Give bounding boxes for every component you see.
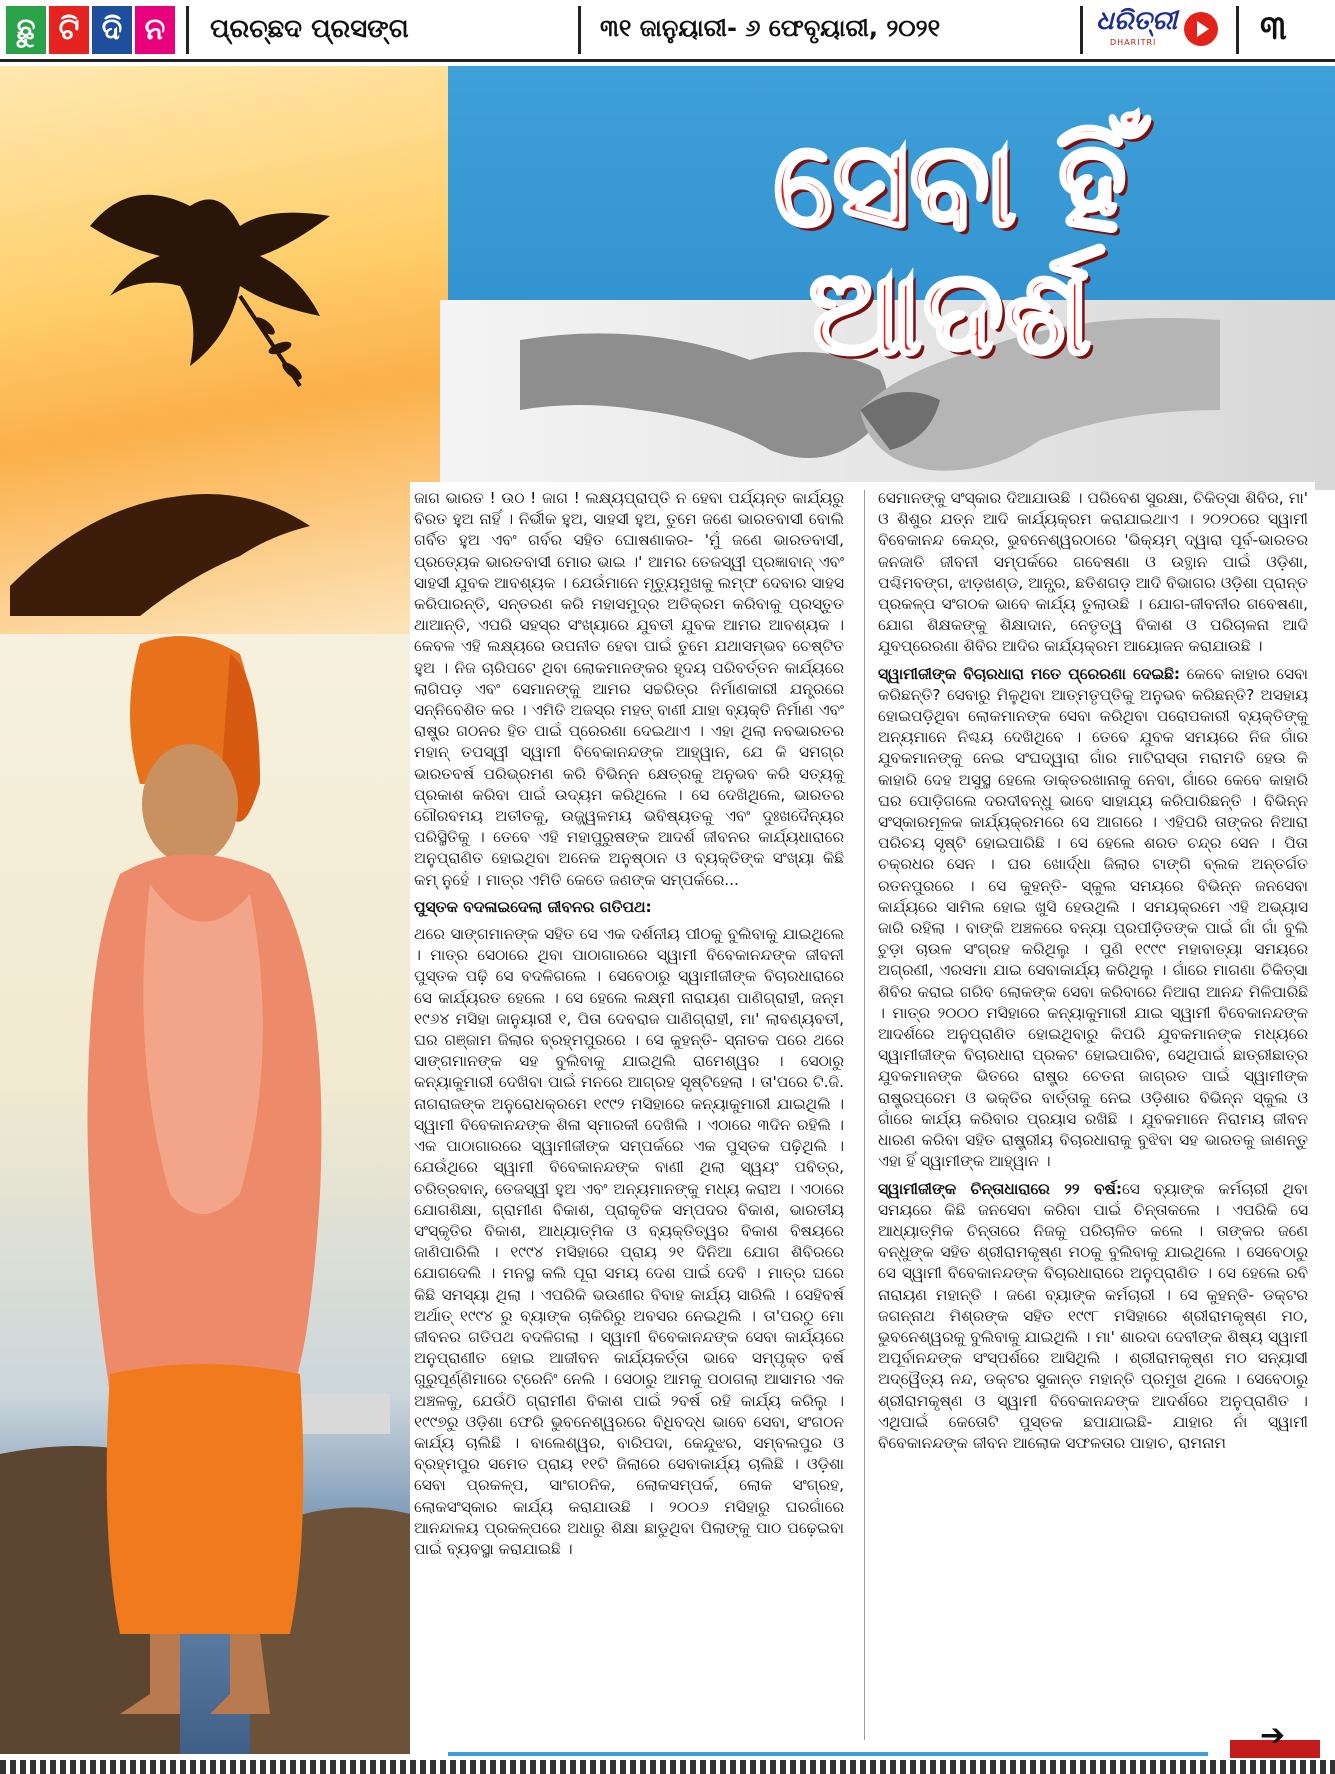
divider (186, 6, 189, 54)
brand-letter: ଟି (49, 6, 89, 54)
issue-date: ୩୧ ଜାନୁୟାରୀ- ୬ ଫେବୃୟାରୀ, ୨୦୨୧ (600, 14, 941, 42)
paragraph: ସେମାନଙ୍କୁ ସଂସ୍କାର ଦିଆଯାଉଛି । ପରିବେଶ ସୁରକ୍ଷା, ଚିକିତ୍ସା ଶିବିର, ମା' ଓ ଶିଶୁର ଯତ୍ନ ଆଦି କାର୍ଯ୍ୟକ୍ରମ କରାଯାଇଥାଏ । ୨୦୨୦ରେ ସ୍ୱାମୀ ବିବେକାନନ୍ଦ କେନ୍ଦ୍ର, ଭୁବନେଶ୍ୱରଠାରେ 'ଭିକ୍ୟମ୍ ଦ୍ୱାରା ପୂର୍ବ-ଭାରତର ଜନଜାତି ଜୀବନୀ ସମ୍ପର୍କରେ ଗବେଷଣା ଓ ଉତ୍ଥାନ ପାଇଁ ଓଡ଼ିଶା, ପଶ୍ଚିମବଙ୍ଗ, ଝାଡ଼ଖଣ୍ଡ, ଆନ୍ଧ୍ର, ଛତିଶଗଡ଼ ଆଦି ବିଭାଗର ଓଡ଼ିଶା ପ୍ରାନ୍ତ ପ୍ରକଳ୍ପ ସଂଗଠକ ଭାବେ କାର୍ଯ୍ୟ ତୁଲାଉଛି । ଯୋଗ-ଜୀବନୀର ଗବେଷଣା, ଯୋଗ ଶିକ୍ଷକଙ୍କୁ ଶିକ୍ଷାଦାନ, ନେତୃତ୍ୱ ବିକାଶ ଓ ପରିଚାଳନା ଆଦି ଯୁବପ୍ରେରଣା ଶିବିର ଆଦିର କାର୍ଯ୍ୟକ୍ରମ ଆୟୋଜନ କରାଯାଉଛି । (878, 489, 1308, 656)
headline-line2: ଆଦର୍ଶ (808, 243, 1092, 381)
article-column-1 (414, 488, 844, 1566)
subheading: ସ୍ୱାମୀଜୀଙ୍କ ଚିନ୍ତାଧାରାରେ ୨୨ ବର୍ଷ: (878, 1179, 1122, 1198)
logo-text: ଧରିତ୍ରୀ (1096, 6, 1178, 36)
footer-border (0, 1760, 1335, 1774)
logo-subtitle: DHARITRI (1110, 38, 1157, 47)
divider (1080, 6, 1083, 54)
vivekananda-portrait (0, 634, 410, 1754)
subheading: ପୁସ୍ତକ ବଦଳାଇଦେଲା ଜୀବନର ଗତିପଥ: (414, 897, 652, 916)
article-body (410, 482, 1315, 1752)
open-hands-icon (10, 466, 310, 616)
brand-letter: ନ (135, 6, 175, 54)
headline-line1: ସେବା ହିଁ (773, 115, 1127, 253)
brand-letter: ଦି (92, 6, 132, 54)
paragraph: ଥରେ ସାଙ୍ଗମାନଙ୍କ ସହିତ ସେ ଏକ ଦର୍ଶନୀୟ ପୀଠକୁ ବୁଲିବାକୁ ଯାଇଥିଲେ । ମାତ୍ର ସେଠାରେ ଥିବା ପାଠାଗାରରେ ସ୍ୱାମୀ ବିବେକାନନ୍ଦଙ୍କ ଜୀବନୀ ପୁସ୍ତକ ପଢ଼ି ସେ ବଦଳିଗଲେ । ସେବେଠାରୁ ସ୍ୱାମୀଜୀଙ୍କ ବିଚାରଧାରାରେ ସେ କାର୍ଯ୍ୟରତ ହେଲେ । ସେ ହେଲେ ଲକ୍ଷ୍ମୀ ନାରାୟଣ ପାଣିଗ୍ରାହୀ, ଜନ୍ମ ୧୯୬୪ ମସିହା ଜାନୁୟାରୀ ୧, ପିତା ଦେବରାଜ ପାଣିଗ୍ରାହୀ, ମା' ଲାବଣ୍ୟବତୀ, ଘର ଗଞ୍ଜାମ ଜିଲାର ବ୍ରହ୍ମପୁରରେ । ସେ କୁହନ୍ତି- ସ୍ନାତକ ପରେ ଥରେ ସାଙ୍ଗମାନଙ୍କ ସହ ବୁଲିବାକୁ ଯାଇଥିଲି ରାମେଶ୍ୱର । ସେଠାରୁ କନ୍ୟାକୁମାରୀ ଦେଖିବା ପାଇଁ ମନରେ ଆଗ୍ରହ ସୃଷ୍ଟିହେଲା । ତା'ପରେ ଟି.ଜି. ନାଗରାଜଙ୍କ ଅନୁରୋଧକ୍ରମେ ୧୯୯୨ ମସିହାରେ କନ୍ୟାକୁମାରୀ ଯାଇଥିଲି । ସ୍ୱାମୀ ବିବେକାନନ୍ଦଙ୍କ ଶିଳା ସ୍ମାରକୀ ଦେଖିଲି । ଏଠାରେ ୩ଦିନ ରହିଲି । ଏକ ପାଠାଗାରରେ ସ୍ୱାମୀଜୀଙ୍କ ସମ୍ପର୍କରେ ଏକ ପୁସ୍ତକ ପଢ଼ିଥିଲି । ଯେଉଁଥିରେ ସ୍ୱାମୀ ବିବେକାନନ୍ଦଙ୍କ ବାଣୀ ଥିଲା ସ୍ୱୟଂ ପବିତ୍ର, ଚରିତ୍ରବାନ୍, ତେଜସ୍ୱୀ ହୁଅ ଏବଂ ଅନ୍ୟମାନଙ୍କୁ ମଧ୍ୟ କରାଅ । ଏଠାରେ ଯୋଗଶିକ୍ଷା, ଗ୍ରାମୀଣ ବିକାଶ, ପ୍ରାକୃତିକ ସମ୍ପଦର ବିକାଶ, ଭାରତୀୟ ସଂସ୍କୃତିର ବିକାଶ, ଆଧ୍ୟାତ୍ମିକ ଓ ବ୍ୟକ୍ତିତ୍ୱର ବିକାଶ ବିଷୟରେ ଜାଣିପାରିଲି । ୧୯୯୪ ମସିହାରେ ପ୍ରାୟ ୨୧ ଦିନିଆ ଯୋଗ ଶିବିରରେ ଯୋଗଦେଲି । ମନସ୍ଥ କଲି ପୂରା ସମୟ ଦେଶ ପାଇଁ ଦେବି । ମାତ୍ର ଘରେ କିଛି ସମସ୍ୟା ଥିଲା । ଏପରିକି ଭଉଣୀର ବିବାହ କାର୍ଯ୍ୟ ସାରିଲି । ସେହିବର୍ଷ ଅର୍ଥାତ୍ ୧୯୯୪ ରୁ ବ୍ୟାଙ୍କ ଚାକିରିରୁ ଅବସର ନେଇଥିଲି । ତା'ପରଠୁ ମୋ ଜୀବନର ଗତିପଥ ବଦଳିଗଲା । ସ୍ୱାମୀ ବିବେକାନନ୍ଦଙ୍କ ସେବା କାର୍ଯ୍ୟରେ ଅନୁପ୍ରାଣୀତ ହୋଇ ଆଜୀବନ କାର୍ଯ୍ୟକର୍ତ୍ତା ଭାବେ ସମ୍ପୃକ୍ତ ବର୍ଷ ଗୁରୁପୂର୍ଣ୍ଣିମାରେ ଟ୍ରେନିଂ ନେଲି । ସେଠାରୁ ଆମକୁ ପଠାଗଲା ଆସାମର ଏକ ଅଞ୍ଚଳକୁ, ଯେଉଁଠି ଗ୍ରାମୀଣ ବିକାଶ ପାଇଁ ୨ବର୍ଷ ରହି କାର୍ଯ୍ୟ କରିଲୁ । ୧୯୯୭ରୁ ଓଡ଼ିଶା ଫେରି ଭୁବନେଶ୍ୱରରେ ବିଧିବଦ୍ଧ ଭାବେ ସେବା, ସଂଗଠନ କାର୍ଯ୍ୟ ଚାଲିଛି । ବାଲେଶ୍ୱର, ବାରିପଦା, କେନ୍ଦୁଝର, ସମ୍ବଲପୁର ଓ ବ୍ରହ୍ମପୁର ସମେତ ପ୍ରାୟ ୧୧ଟି ଜିଲାରେ ସେବାକାର୍ଯ୍ୟ ଚାଲିଛି । ଓଡ଼ିଶା ସେବା ପ୍ରକଳ୍ପ, ସାଂଗଠନିକ, ଲୋକସମ୍ପର୍କ, ଲୋକ ସଂଗ୍ରହ, ଲୋକସଂସ୍କାର କାର୍ଯ୍ୟ କରାଯାଉଛି । ୨୦୦୬ ମସିହାରୁ ଘରଗାଁରେ ଆନନ୍ଦାଳୟ ପ୍ରକଳ୍ପରେ ଅଧାରୁ ଶିକ୍ଷା ଛାଡୁଥିବା ପିଲାଙ୍କୁ ପାଠ ପଢ଼େଇବା ପାଇଁ ବ୍ୟବସ୍ଥା କରାଯାଇଛି । (414, 925, 844, 1558)
article-column-2 (878, 488, 1308, 1460)
brand-letter: ଛୁ (6, 6, 46, 54)
headline (600, 115, 1300, 381)
masthead (0, 0, 1335, 62)
dove-icon (70, 166, 370, 426)
footer-accent-bar (448, 1752, 1208, 1756)
sunset-background (0, 66, 448, 634)
continue-arrow-icon[interactable]: ➔ (1260, 1718, 1286, 1753)
section-label: ପ୍ରଚ୍ଛଦ ପ୍ରସଙ୍ଗ (210, 14, 409, 44)
publication-logo[interactable] (1096, 6, 1176, 52)
portrait-illustration (0, 634, 410, 1754)
divider (578, 6, 581, 54)
divider (1236, 6, 1239, 54)
paragraph: ଜାଗ ଭାରତ ! ଉଠ ! ଜାଗ ! ଲକ୍ଷ୍ୟପ୍ରାପ୍ତି ନ ହେବା ପର୍ଯ୍ୟନ୍ତ କାର୍ଯ୍ୟରୁ ବିରତ ହୁଅ ନାହିଁ । ନିର୍ଭୀକ ହୁଅ, ସାହସୀ ହୁଅ, ତୁମେ ଜଣେ ଭାରତବାସୀ ବୋଲି ଗର୍ବିତ ହୁଅ ଏବଂ ଗର୍ବର ସହିତ ଘୋଷଣାକର- 'ମୁଁ ଜଣେ ଭାରତବାସୀ, ପ୍ରତ୍ୟେକ ଭାରତବାସୀ ମୋର ଭାଇ ।' ଆମର ତେଜସ୍ୱୀ ପ୍ରଜ୍ଞାବାନ୍ ଏବଂ ସାହସୀ ଯୁବକ ଆବଶ୍ୟକ । ଯେଉଁମାନେ ମୃତ୍ୟୁମୁଖକୁ ଲମ୍ଫ ଦେବାର ସାହସ କରିପାରନ୍ତି, ସନ୍ତରଣ କରି ମହାସମୁଦ୍ର ଅତିକ୍ରମ କରିବାକୁ ପ୍ରସ୍ତୁତ ଥାଆନ୍ତି, ଏପରି ସହସ୍ର ସଂଖ୍ୟାରେ ଯୁବତୀ ଯୁବକ ଆମର ଆବଶ୍ୟକ । କେବଳ ଏହି ଲକ୍ଷ୍ୟରେ ଉପନୀତ ହେବା ପାଇଁ ତୁମେ ଯଥାସମ୍ଭବ ଚେଷ୍ଟିତ ହୁଅ । ନିଜ ଚାରିପଟେ ଥିବା ଲୋକମାନଙ୍କର ହୃଦୟ ପରିବର୍ତ୍ତନ କାର୍ଯ୍ୟରେ ଲାଗିପଡ଼ ଏବଂ ସେମାନଙ୍କୁ ଆମର ସଚ୍ଚରିତ୍ର ନିର୍ମାଣକାରୀ ଯନ୍ତ୍ରରେ ସନ୍ନିବେଶିତ କର । ଏମିତି ଅଜସ୍ର ମହତ୍ ବାଣୀ ଯାହା ବ୍ୟକ୍ତି ନିର୍ମାଣ ଏବଂ ରାଷ୍ଟ୍ର ଗଠନର ହିତ ପାଇଁ ପ୍ରେରଣା ଦେଇଥାଏ । ଏହା ଥିଲା ନବଭାରତର ମହାନ୍ ତପସ୍ୱୀ ସ୍ୱାମୀ ବିବେକାନନ୍ଦଙ୍କ ଆହ୍ୱାନ, ଯେ କି ସମଗ୍ର ଭାରତବର୍ଷ ପରିଭ୍ରମଣ କରି ବିଭିନ୍ନ କ୍ଷେତ୍ରକୁ ଅନୁଭବ କରି ସତ୍ୟକୁ ପ୍ରକାଶ କରିବା ପାଇଁ ଉଦ୍ୟମ କରିଥିଲେ । ସେ ଦେଖିଥିଲେ, ଭାରତର ଗୌରବମୟ ଅତୀତକୁ, ଉଜ୍ଜ୍ୱଳମୟ ଭବିଷ୍ୟତକୁ ଏବଂ ଦୁଃଖଦୈନ୍ୟର ପରିସ୍ଥିତିକୁ । ତେବେ ଏହି ମହାପୁରୁଷଙ୍କ ଆଦର୍ଶ ଜୀବନର କାର୍ଯ୍ୟଧାରାରେ ଅନୁପ୍ରାଣିତ ହୋଇଥିବା ଅନେକ ଅନୁଷ୍ଠାନ ଓ ବ୍ୟକ୍ତିଙ୍କ ସଂଖ୍ୟା କିଛି କମ୍ ନୁହେଁ । ମାତ୍ର ଏମିତି କେତେ ଜଣଙ୍କ ସମ୍ପର୍କରେ... (414, 489, 844, 889)
play-icon[interactable] (1184, 12, 1218, 46)
paragraph: ସେ ବ୍ୟାଙ୍କ କର୍ମଚାରୀ ଥିବା ସମୟରେ କିଛି ଜନସେବା କରିବା ପାଇଁ ଚିନ୍ତାକଲେ । ଏପରିକି ସେ ଆଧ୍ୟାତ୍ମିକ ଚିନ୍ତାରେ ନିଜକୁ ପରିଚାଳିତ କଲେ । ତାଙ୍କର ଜଣେ ବନ୍ଧୁଙ୍କ ସହିତ ଶ୍ରୀରାମକୃଷ୍ଣ ମଠକୁ ବୁଲିବାକୁ ଯାଇଥିଲେ । ସେବେଠାରୁ ସେ ସ୍ୱାମୀ ବିବେକାନନ୍ଦଙ୍କ ବିଚାରଧାରାରେ ଅନୁପ୍ରାଣିତ । ସେ ହେଲେ ରବି ନାରାୟଣ ମହାନ୍ତି । ଜଣେ ବ୍ୟାଙ୍କ କର୍ମଚାରୀ । ସେ କୁହନ୍ତି- ଡକ୍ଟର ଜଗନ୍ନାଥ ମିଶ୍ରଙ୍କ ସହିତ ୧୯୯୮ ମସିହାରେ ଶ୍ରୀରାମକୃଷ୍ଣ ମଠ, ଭୁବନେଶ୍ୱରକୁ ବୁଲିବାକୁ ଯାଇଥିଲି । ମା' ଶାରଦା ଦେବୀଙ୍କ ଶିଷ୍ୟ ସ୍ୱାମୀ ଅପୂର୍ବାନନ୍ଦଙ୍କ ସଂସ୍ପର୍ଶରେ ଆସିଥିଲି । ଶ୍ରୀରାମକୃଷ୍ଣ ମଠ ସନ୍ୟାସୀ ଅଦ୍ୱୈତ୍ୟ ନନ୍ଦ, ଡକ୍ଟର ସୁକାନ୍ତ ମହାନ୍ତି ପ୍ରମୁଖ ଥିଲେ । ସେବେଠାରୁ ଶ୍ରୀରାମକୃଷ୍ଣ ଓ ସ୍ୱାମୀ ବିବେକାନନ୍ଦଙ୍କ ଆଦର୍ଶରେ ଅନୁପ୍ରାଣିତ । ଏଥିପାଇଁ କେତୋଟି ପୁସ୍ତକ ଛପାଯାଇଛି- ଯାହାର ନାଁ ସ୍ୱାମୀ ବିବେକାନନ୍ଦଙ୍କ ଜୀବନ ଆଲୋକ ସଫଳତାର ପାହାଚ, ରାମନାମ (878, 1179, 1308, 1452)
paragraph: କେବେ କାହାର ସେବା କରିଛନ୍ତି? ସେବାରୁ ମିଳୁଥିବା ଆତ୍ମତୃପ୍ତିକୁ ଅନୁଭବ କରିଛନ୍ତି? ଅସହାୟ ହୋଇପଡ଼ିଥିବା ଲୋକମାନଙ୍କ ସେବା କରିଥିବା ପରୋପକାରୀ ବ୍ୟକ୍ତିଙ୍କୁ ଅନ୍ୟମାନେ ନିଶ୍ଚୟ ଦେଖିଥିବେ । ତେବେ ଯୁବକ ସମୟରେ ନିଜ ଗାଁର ଯୁବକମାନଙ୍କୁ ନେଇ ସଂଘଦ୍ୱାରା ଗାଁର ମାଟିରାସ୍ତା ମରାମତି ହେଉ କି କାହାରି ଦେହ ଅସୁସ୍ଥ ହେଲେ ଡାକ୍ତରଖାନାକୁ ନେବା, ଗାଁରେ କେବେ କାହାରି ଘର ପୋଡ଼ିଗଲେ ଦରଦୀବନ୍ଧୁ ଭାବେ ସାହାଯ୍ୟ କରିପାରିଛନ୍ତି । ବିଭିନ୍ନ ସଂସ୍କାରମୂଳକ କାର୍ଯ୍ୟକ୍ରମରେ ସେ ଆଗରେ । ଏହିପରି ତାଙ୍କର ନିଆରା ପରିଚୟ ସୃଷ୍ଟି ହୋଇପାରିଛି । ସେ ହେଲେ ଶରତ ଚନ୍ଦ୍ର ସେନ । ପିତା ଚକ୍ରଧର ସେନ । ଘର ଖୋର୍ଦ୍ଧା ଜିଲାର ଟାଙ୍ଗି ବ୍ଲକ ଅନ୍ତର୍ଗତ ରତନପୁରରେ । ସେ କୁହନ୍ତି- ସ୍କୁଲ ସମୟରେ ବିଭିନ୍ନ ଜନସେବା କାର୍ଯ୍ୟରେ ସାମିଲ ହୋଇ ଖୁସି ହେଉଥିଲି । ସମୟକ୍ରମେ ଏହି ଅଭ୍ୟାସ ଜାରି ରହିଲା । ବାଙ୍କି ଅଞ୍ଚଳରେ ବନ୍ୟା ପ୍ରପୀଡ଼ିତଙ୍କ ପାଇଁ ଗାଁ ଗାଁ ବୁଲି ଚୁଡ଼ା ଚାଉଳ ସଂଗ୍ରହ କରିଥିଲୁ । ପୁଣି ୧୯୯୯ ମହାବାତ୍ୟା ସମୟରେ ଅଗ୍ରଣୀ, ଏରସମା ଯାଇ ସେବାକାର୍ଯ୍ୟ କରିଥିଲୁ । ଗାଁରେ ମାଗଣା ଚିକିତ୍ସା ଶିବିର କରାଇ ଗରିବ ଲୋକଙ୍କ ସେବା କରିବାରେ ନିଆରା ଆନନ୍ଦ ମିଳିପାରିଛି । ମାତ୍ର ୨୦୦୦ ମସିହାରେ କନ୍ୟାକୁମାରୀ ଯାଇ ସ୍ୱାମୀ ବିବେକାନନ୍ଦଙ୍କ ଆଦର୍ଶରେ ଅନୁପ୍ରାଣିତ ହୋଇଥିବାରୁ କିପରି ଯୁବକମାନଙ୍କ ମଧ୍ୟରେ ସ୍ୱାମୀଜୀଙ୍କ ବିଚାରଧାରା ପ୍ରକଟ ହୋଇପାରିବ, ସେଥିପାଇଁ ଛାତ୍ରୀଛାତ୍ର ଯୁବକମାନଙ୍କ ଭିତରେ ରାଷ୍ଟ୍ର ଚେତନା ଜାଗ୍ରତ ପାଇଁ ସ୍ୱାମୀଙ୍କ ରାଷ୍ଟ୍ରପ୍ରେମ ଓ ଭକ୍ତିର ବାର୍ତ୍ତାକୁ ନେଇ ଓଡ଼ିଶାର ବିଭିନ୍ନ ସ୍କୁଲ ଓ ଗାଁରେ କାର୍ଯ୍ୟ କରିବାର ପ୍ରୟାସ ରଖିଛି । ଯୁବକମାନେ ନିରାମୟ ଜୀବନ ଧାରଣ କରିବା ସହିତ ରାଷ୍ଟ୍ରୀୟ ବିଚାରଧାରାକୁ ବୁଝିବା ସହ ଭାରତକୁ ଜାଣନ୍ତୁ ଏହା ହିଁ ସ୍ୱାମୀଙ୍କ ଆହ୍ୱାନ । (878, 664, 1309, 1171)
page-number: ୩ (1260, 8, 1287, 48)
column-divider (864, 490, 865, 1740)
brand-logo[interactable] (6, 6, 175, 54)
subheading: ସ୍ୱାମୀଜୀଙ୍କ ବିଚାରଧାରା ମତେ ପ୍ରେରଣା ଦେଇଛି: (878, 664, 1181, 683)
